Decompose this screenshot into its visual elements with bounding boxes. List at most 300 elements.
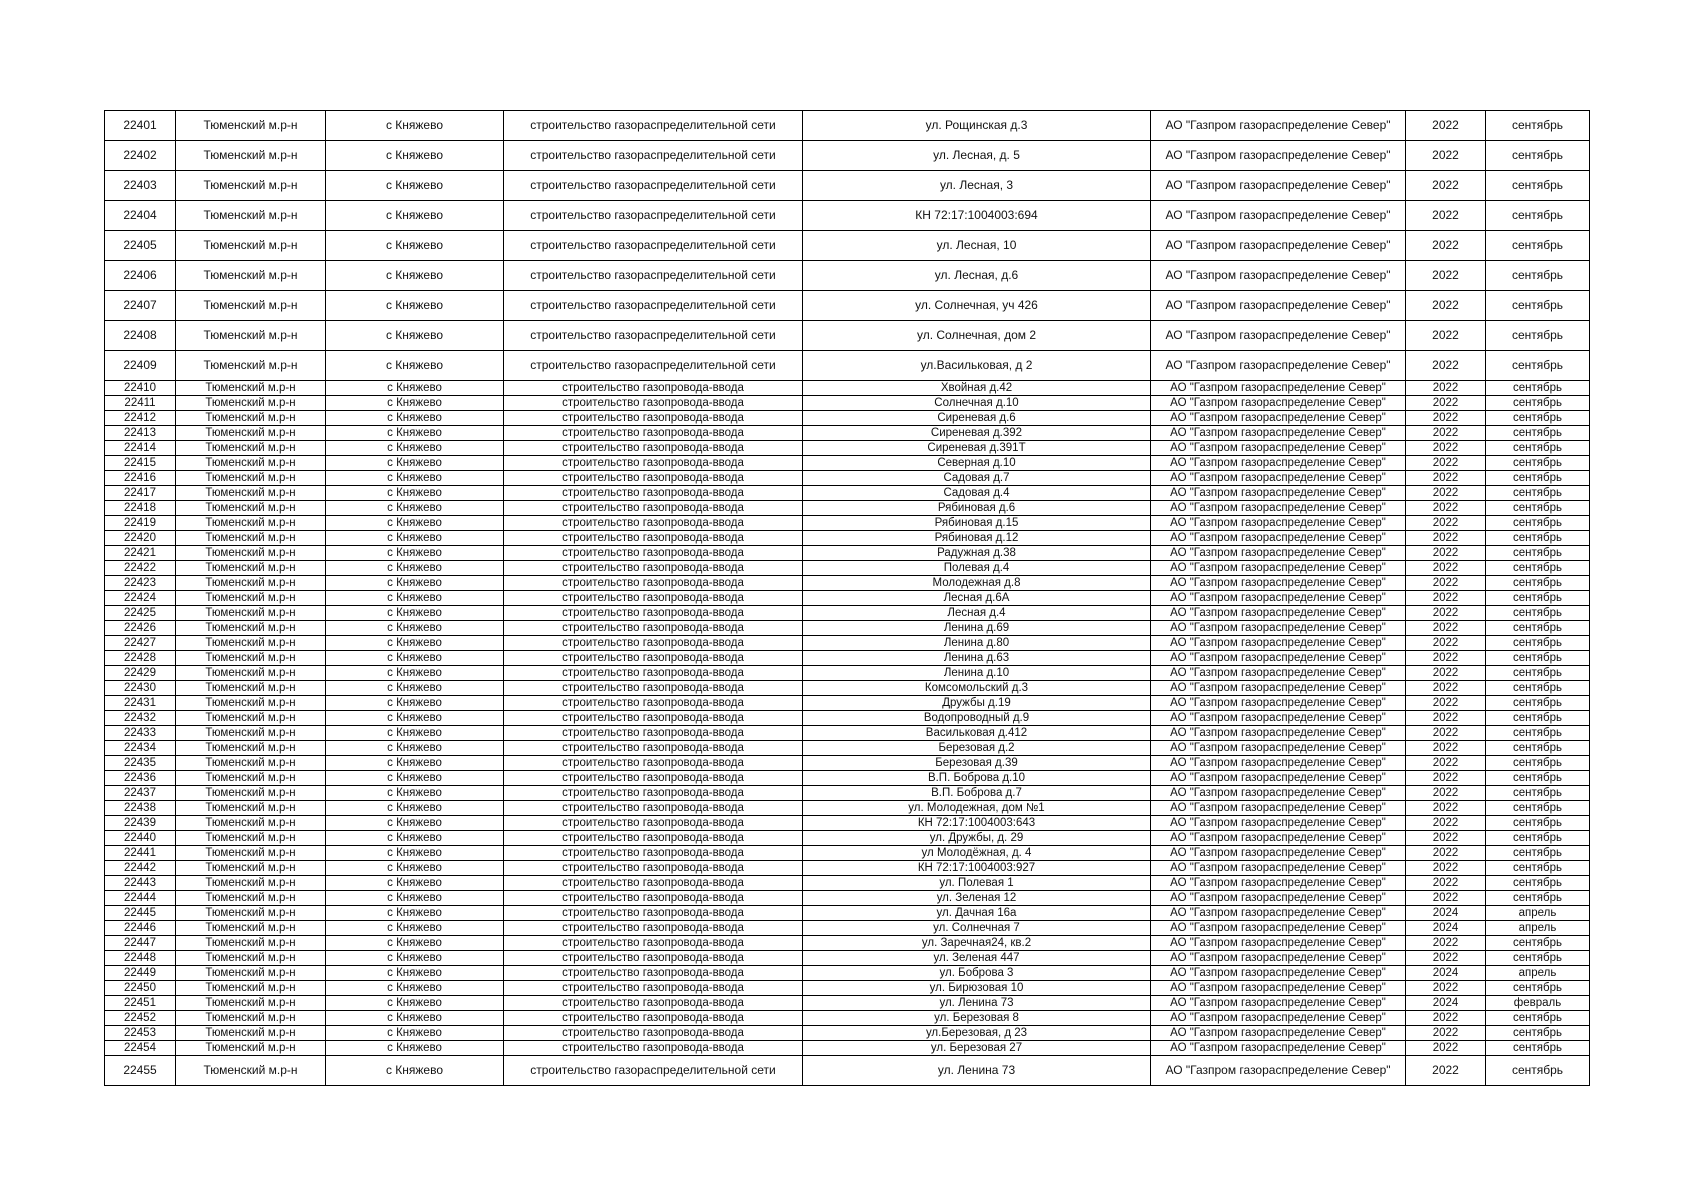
- organization-cell: АО "Газпром газораспределение Север": [1151, 831, 1406, 846]
- row-number-cell: 22451: [105, 996, 176, 1011]
- row-number-cell: 22452: [105, 1011, 176, 1026]
- settlement-cell: с Княжево: [326, 756, 504, 771]
- row-number-cell: 22443: [105, 876, 176, 891]
- table-row: [105, 231, 1590, 261]
- organization-cell: АО "Газпром газораспределение Север": [1151, 816, 1406, 831]
- organization-cell: АО "Газпром газораспределение Север": [1151, 801, 1406, 816]
- row-number-cell: 22447: [105, 936, 176, 951]
- month-cell: сентябрь: [1486, 231, 1590, 261]
- organization-cell: АО "Газпром газораспределение Север": [1151, 351, 1406, 381]
- year-cell: 2022: [1406, 396, 1486, 411]
- address-cell: КН 72:17:1004003:927: [803, 861, 1151, 876]
- district-cell: Тюменский м.р-н: [176, 561, 326, 576]
- settlement-cell: с Княжево: [326, 906, 504, 921]
- year-cell: 2022: [1406, 816, 1486, 831]
- district-cell: Тюменский м.р-н: [176, 441, 326, 456]
- address-cell: Садовая д.7: [803, 471, 1151, 486]
- year-cell: 2022: [1406, 831, 1486, 846]
- year-cell: 2024: [1406, 921, 1486, 936]
- organization-cell: АО "Газпром газораспределение Север": [1151, 561, 1406, 576]
- table-row: [105, 876, 1590, 891]
- settlement-cell: с Княжево: [326, 321, 504, 351]
- settlement-cell: с Княжево: [326, 201, 504, 231]
- table-row: [105, 711, 1590, 726]
- address-cell: Рябиновая д.12: [803, 531, 1151, 546]
- work-type-cell: строительство газопровода-ввода: [504, 486, 803, 501]
- work-type-cell: строительство газопровода-ввода: [504, 471, 803, 486]
- settlement-cell: с Княжево: [326, 981, 504, 996]
- settlement-cell: с Княжево: [326, 1026, 504, 1041]
- year-cell: 2022: [1406, 486, 1486, 501]
- year-cell: 2022: [1406, 1026, 1486, 1041]
- address-cell: Васильковая д.412: [803, 726, 1151, 741]
- settlement-cell: с Княжево: [326, 426, 504, 441]
- month-cell: сентябрь: [1486, 516, 1590, 531]
- district-cell: Тюменский м.р-н: [176, 921, 326, 936]
- table-row: [105, 741, 1590, 756]
- row-number-cell: 22420: [105, 531, 176, 546]
- gasification-register-table: [104, 110, 1590, 1086]
- settlement-cell: с Княжево: [326, 816, 504, 831]
- row-number-cell: 22424: [105, 591, 176, 606]
- address-cell: КН 72:17:1004003:694: [803, 201, 1151, 231]
- row-number-cell: 22450: [105, 981, 176, 996]
- row-number-cell: 22445: [105, 906, 176, 921]
- row-number-cell: 22426: [105, 621, 176, 636]
- organization-cell: АО "Газпром газораспределение Север": [1151, 861, 1406, 876]
- work-type-cell: строительство газопровода-ввода: [504, 591, 803, 606]
- row-number-cell: 22417: [105, 486, 176, 501]
- address-cell: ул. Солнечная 7: [803, 921, 1151, 936]
- work-type-cell: строительство газопровода-ввода: [504, 981, 803, 996]
- organization-cell: АО "Газпром газораспределение Север": [1151, 531, 1406, 546]
- work-type-cell: строительство газопровода-ввода: [504, 861, 803, 876]
- table-row: [105, 831, 1590, 846]
- work-type-cell: строительство газопровода-ввода: [504, 576, 803, 591]
- table-row: [105, 381, 1590, 396]
- year-cell: 2022: [1406, 1011, 1486, 1026]
- organization-cell: АО "Газпром газораспределение Север": [1151, 846, 1406, 861]
- row-number-cell: 22440: [105, 831, 176, 846]
- row-number-cell: 22432: [105, 711, 176, 726]
- month-cell: сентябрь: [1486, 291, 1590, 321]
- district-cell: Тюменский м.р-н: [176, 681, 326, 696]
- year-cell: 2022: [1406, 576, 1486, 591]
- organization-cell: АО "Газпром газораспределение Север": [1151, 411, 1406, 426]
- organization-cell: АО "Газпром газораспределение Север": [1151, 471, 1406, 486]
- table-row: [105, 351, 1590, 381]
- settlement-cell: с Княжево: [326, 1041, 504, 1056]
- work-type-cell: строительство газопровода-ввода: [504, 531, 803, 546]
- district-cell: Тюменский м.р-н: [176, 711, 326, 726]
- settlement-cell: с Княжево: [326, 561, 504, 576]
- row-number-cell: 22425: [105, 606, 176, 621]
- row-number-cell: 22411: [105, 396, 176, 411]
- row-number-cell: 22406: [105, 261, 176, 291]
- row-number-cell: 22409: [105, 351, 176, 381]
- row-number-cell: 22446: [105, 921, 176, 936]
- month-cell: сентябрь: [1486, 546, 1590, 561]
- table-row: [105, 201, 1590, 231]
- settlement-cell: с Княжево: [326, 696, 504, 711]
- month-cell: сентябрь: [1486, 771, 1590, 786]
- year-cell: 2022: [1406, 726, 1486, 741]
- month-cell: сентябрь: [1486, 741, 1590, 756]
- month-cell: сентябрь: [1486, 561, 1590, 576]
- work-type-cell: строительство газопровода-ввода: [504, 441, 803, 456]
- month-cell: сентябрь: [1486, 891, 1590, 906]
- settlement-cell: с Княжево: [326, 546, 504, 561]
- year-cell: 2022: [1406, 591, 1486, 606]
- district-cell: Тюменский м.р-н: [176, 516, 326, 531]
- organization-cell: АО "Газпром газораспределение Север": [1151, 426, 1406, 441]
- district-cell: Тюменский м.р-н: [176, 831, 326, 846]
- district-cell: Тюменский м.р-н: [176, 486, 326, 501]
- year-cell: 2022: [1406, 621, 1486, 636]
- settlement-cell: с Княжево: [326, 951, 504, 966]
- row-number-cell: 22422: [105, 561, 176, 576]
- row-number-cell: 22437: [105, 786, 176, 801]
- organization-cell: АО "Газпром газораспределение Север": [1151, 261, 1406, 291]
- table-row: [105, 606, 1590, 621]
- month-cell: апрель: [1486, 921, 1590, 936]
- table-row: [105, 471, 1590, 486]
- table-row: [105, 291, 1590, 321]
- month-cell: сентябрь: [1486, 711, 1590, 726]
- year-cell: 2022: [1406, 471, 1486, 486]
- address-cell: ул Молодёжная, д. 4: [803, 846, 1151, 861]
- settlement-cell: с Княжево: [326, 456, 504, 471]
- settlement-cell: с Княжево: [326, 291, 504, 321]
- table-row: [105, 546, 1590, 561]
- row-number-cell: 22404: [105, 201, 176, 231]
- year-cell: 2022: [1406, 861, 1486, 876]
- settlement-cell: с Княжево: [326, 111, 504, 141]
- table-row: [105, 666, 1590, 681]
- district-cell: Тюменский м.р-н: [176, 1056, 326, 1086]
- row-number-cell: 22441: [105, 846, 176, 861]
- district-cell: Тюменский м.р-н: [176, 531, 326, 546]
- district-cell: Тюменский м.р-н: [176, 951, 326, 966]
- address-cell: ул. Зеленая 12: [803, 891, 1151, 906]
- settlement-cell: с Княжево: [326, 876, 504, 891]
- year-cell: 2022: [1406, 636, 1486, 651]
- address-cell: ул.Березовая, д 23: [803, 1026, 1151, 1041]
- address-cell: Ленина д.69: [803, 621, 1151, 636]
- month-cell: февраль: [1486, 996, 1590, 1011]
- year-cell: 2022: [1406, 561, 1486, 576]
- row-number-cell: 22427: [105, 636, 176, 651]
- district-cell: Тюменский м.р-н: [176, 411, 326, 426]
- year-cell: 2024: [1406, 906, 1486, 921]
- table-row: [105, 651, 1590, 666]
- organization-cell: АО "Газпром газораспределение Север": [1151, 711, 1406, 726]
- work-type-cell: строительство газораспределительной сети: [504, 141, 803, 171]
- table-row: [105, 1011, 1590, 1026]
- district-cell: Тюменский м.р-н: [176, 861, 326, 876]
- district-cell: Тюменский м.р-н: [176, 426, 326, 441]
- work-type-cell: строительство газопровода-ввода: [504, 741, 803, 756]
- month-cell: сентябрь: [1486, 786, 1590, 801]
- year-cell: 2022: [1406, 1056, 1486, 1086]
- year-cell: 2022: [1406, 846, 1486, 861]
- work-type-cell: строительство газораспределительной сети: [504, 321, 803, 351]
- work-type-cell: строительство газопровода-ввода: [504, 561, 803, 576]
- district-cell: Тюменский м.р-н: [176, 396, 326, 411]
- work-type-cell: строительство газопровода-ввода: [504, 516, 803, 531]
- work-type-cell: строительство газопровода-ввода: [504, 681, 803, 696]
- work-type-cell: строительство газораспределительной сети: [504, 261, 803, 291]
- organization-cell: АО "Газпром газораспределение Север": [1151, 1041, 1406, 1056]
- year-cell: 2022: [1406, 741, 1486, 756]
- year-cell: 2022: [1406, 711, 1486, 726]
- organization-cell: АО "Газпром газораспределение Север": [1151, 606, 1406, 621]
- year-cell: 2022: [1406, 516, 1486, 531]
- work-type-cell: строительство газопровода-ввода: [504, 621, 803, 636]
- row-number-cell: 22453: [105, 1026, 176, 1041]
- table-row: [105, 921, 1590, 936]
- settlement-cell: с Княжево: [326, 666, 504, 681]
- address-cell: ул. Солнечная, дом 2: [803, 321, 1151, 351]
- settlement-cell: с Княжево: [326, 396, 504, 411]
- year-cell: 2022: [1406, 1041, 1486, 1056]
- year-cell: 2022: [1406, 936, 1486, 951]
- address-cell: В.П. Боброва д.10: [803, 771, 1151, 786]
- organization-cell: АО "Газпром газораспределение Север": [1151, 906, 1406, 921]
- table-row: [105, 411, 1590, 426]
- year-cell: 2022: [1406, 261, 1486, 291]
- work-type-cell: строительство газопровода-ввода: [504, 546, 803, 561]
- work-type-cell: строительство газопровода-ввода: [504, 906, 803, 921]
- organization-cell: АО "Газпром газораспределение Север": [1151, 951, 1406, 966]
- district-cell: Тюменский м.р-н: [176, 801, 326, 816]
- organization-cell: АО "Газпром газораспределение Север": [1151, 756, 1406, 771]
- address-cell: ул. Дачная 16а: [803, 906, 1151, 921]
- row-number-cell: 22408: [105, 321, 176, 351]
- table-row: [105, 801, 1590, 816]
- table-row: [105, 906, 1590, 921]
- row-number-cell: 22403: [105, 171, 176, 201]
- organization-cell: АО "Газпром газораспределение Север": [1151, 681, 1406, 696]
- month-cell: сентябрь: [1486, 111, 1590, 141]
- month-cell: сентябрь: [1486, 651, 1590, 666]
- address-cell: КН 72:17:1004003:643: [803, 816, 1151, 831]
- organization-cell: АО "Газпром газораспределение Север": [1151, 501, 1406, 516]
- work-type-cell: строительство газораспределительной сети: [504, 291, 803, 321]
- address-cell: ул. Лесная, 3: [803, 171, 1151, 201]
- organization-cell: АО "Газпром газораспределение Север": [1151, 666, 1406, 681]
- district-cell: Тюменский м.р-н: [176, 1026, 326, 1041]
- table-row: [105, 846, 1590, 861]
- settlement-cell: с Княжево: [326, 171, 504, 201]
- work-type-cell: строительство газопровода-ввода: [504, 756, 803, 771]
- organization-cell: АО "Газпром газораспределение Север": [1151, 516, 1406, 531]
- month-cell: сентябрь: [1486, 321, 1590, 351]
- organization-cell: АО "Газпром газораспределение Север": [1151, 591, 1406, 606]
- month-cell: сентябрь: [1486, 1056, 1590, 1086]
- table-row: [105, 171, 1590, 201]
- year-cell: 2022: [1406, 531, 1486, 546]
- year-cell: 2022: [1406, 111, 1486, 141]
- work-type-cell: строительство газопровода-ввода: [504, 966, 803, 981]
- district-cell: Тюменский м.р-н: [176, 381, 326, 396]
- row-number-cell: 22454: [105, 1041, 176, 1056]
- district-cell: Тюменский м.р-н: [176, 741, 326, 756]
- table-row: [105, 591, 1590, 606]
- district-cell: Тюменский м.р-н: [176, 816, 326, 831]
- district-cell: Тюменский м.р-н: [176, 471, 326, 486]
- organization-cell: АО "Газпром газораспределение Север": [1151, 546, 1406, 561]
- district-cell: Тюменский м.р-н: [176, 966, 326, 981]
- table-row: [105, 891, 1590, 906]
- month-cell: сентябрь: [1486, 261, 1590, 291]
- district-cell: Тюменский м.р-н: [176, 696, 326, 711]
- address-cell: ул. Лесная, 10: [803, 231, 1151, 261]
- address-cell: Ленина д.63: [803, 651, 1151, 666]
- settlement-cell: с Княжево: [326, 966, 504, 981]
- work-type-cell: строительство газопровода-ввода: [504, 951, 803, 966]
- month-cell: сентябрь: [1486, 951, 1590, 966]
- address-cell: ул. Березовая 27: [803, 1041, 1151, 1056]
- settlement-cell: с Княжево: [326, 996, 504, 1011]
- organization-cell: АО "Газпром газораспределение Север": [1151, 981, 1406, 996]
- row-number-cell: 22415: [105, 456, 176, 471]
- district-cell: Тюменский м.р-н: [176, 591, 326, 606]
- month-cell: сентябрь: [1486, 1011, 1590, 1026]
- year-cell: 2022: [1406, 786, 1486, 801]
- year-cell: 2022: [1406, 666, 1486, 681]
- year-cell: 2022: [1406, 456, 1486, 471]
- address-cell: Хвойная д.42: [803, 381, 1151, 396]
- address-cell: Молодежная д.8: [803, 576, 1151, 591]
- district-cell: Тюменский м.р-н: [176, 786, 326, 801]
- row-number-cell: 22442: [105, 861, 176, 876]
- work-type-cell: строительство газопровода-ввода: [504, 876, 803, 891]
- settlement-cell: с Княжево: [326, 261, 504, 291]
- settlement-cell: с Княжево: [326, 381, 504, 396]
- work-type-cell: строительство газопровода-ввода: [504, 786, 803, 801]
- organization-cell: АО "Газпром газораспределение Север": [1151, 381, 1406, 396]
- row-number-cell: 22448: [105, 951, 176, 966]
- month-cell: сентябрь: [1486, 591, 1590, 606]
- table-row: [105, 756, 1590, 771]
- settlement-cell: с Княжево: [326, 1011, 504, 1026]
- district-cell: Тюменский м.р-н: [176, 141, 326, 171]
- settlement-cell: с Княжево: [326, 486, 504, 501]
- row-number-cell: 22412: [105, 411, 176, 426]
- district-cell: Тюменский м.р-н: [176, 906, 326, 921]
- organization-cell: АО "Газпром газораспределение Север": [1151, 726, 1406, 741]
- address-cell: ул.Васильковая, д 2: [803, 351, 1151, 381]
- month-cell: сентябрь: [1486, 426, 1590, 441]
- year-cell: 2022: [1406, 696, 1486, 711]
- table-row: [105, 726, 1590, 741]
- month-cell: сентябрь: [1486, 1041, 1590, 1056]
- settlement-cell: с Княжево: [326, 801, 504, 816]
- month-cell: сентябрь: [1486, 471, 1590, 486]
- address-cell: ул. Ленина 73: [803, 996, 1151, 1011]
- district-cell: Тюменский м.р-н: [176, 771, 326, 786]
- row-number-cell: 22439: [105, 816, 176, 831]
- table-row: [105, 426, 1590, 441]
- district-cell: Тюменский м.р-н: [176, 171, 326, 201]
- organization-cell: АО "Газпром газораспределение Север": [1151, 771, 1406, 786]
- row-number-cell: 22435: [105, 756, 176, 771]
- row-number-cell: 22405: [105, 231, 176, 261]
- row-number-cell: 22455: [105, 1056, 176, 1086]
- work-type-cell: строительство газопровода-ввода: [504, 606, 803, 621]
- year-cell: 2022: [1406, 951, 1486, 966]
- row-number-cell: 22413: [105, 426, 176, 441]
- month-cell: сентябрь: [1486, 681, 1590, 696]
- row-number-cell: 22428: [105, 651, 176, 666]
- row-number-cell: 22410: [105, 381, 176, 396]
- month-cell: сентябрь: [1486, 636, 1590, 651]
- settlement-cell: с Княжево: [326, 936, 504, 951]
- settlement-cell: с Княжево: [326, 861, 504, 876]
- work-type-cell: строительство газопровода-ввода: [504, 936, 803, 951]
- settlement-cell: с Княжево: [326, 576, 504, 591]
- organization-cell: АО "Газпром газораспределение Север": [1151, 996, 1406, 1011]
- month-cell: сентябрь: [1486, 171, 1590, 201]
- address-cell: Комсомольский д.3: [803, 681, 1151, 696]
- work-type-cell: строительство газораспределительной сети: [504, 171, 803, 201]
- row-number-cell: 22434: [105, 741, 176, 756]
- address-cell: Лесная д.4: [803, 606, 1151, 621]
- table-row: [105, 111, 1590, 141]
- month-cell: апрель: [1486, 906, 1590, 921]
- year-cell: 2024: [1406, 966, 1486, 981]
- table-row: [105, 1056, 1590, 1086]
- table-row: [105, 516, 1590, 531]
- year-cell: 2022: [1406, 501, 1486, 516]
- month-cell: сентябрь: [1486, 486, 1590, 501]
- district-cell: Тюменский м.р-н: [176, 666, 326, 681]
- row-number-cell: 22416: [105, 471, 176, 486]
- settlement-cell: с Княжево: [326, 606, 504, 621]
- work-type-cell: строительство газопровода-ввода: [504, 891, 803, 906]
- organization-cell: АО "Газпром газораспределение Север": [1151, 141, 1406, 171]
- organization-cell: АО "Газпром газораспределение Север": [1151, 441, 1406, 456]
- settlement-cell: с Княжево: [326, 441, 504, 456]
- settlement-cell: с Княжево: [326, 636, 504, 651]
- address-cell: В.П. Боброва д.7: [803, 786, 1151, 801]
- address-cell: ул. Лесная, д. 5: [803, 141, 1151, 171]
- organization-cell: АО "Газпром газораспределение Север": [1151, 636, 1406, 651]
- year-cell: 2022: [1406, 546, 1486, 561]
- year-cell: 2022: [1406, 771, 1486, 786]
- work-type-cell: строительство газопровода-ввода: [504, 696, 803, 711]
- row-number-cell: 22436: [105, 771, 176, 786]
- table-row: [105, 996, 1590, 1011]
- organization-cell: АО "Газпром газораспределение Север": [1151, 396, 1406, 411]
- row-number-cell: 22421: [105, 546, 176, 561]
- year-cell: 2022: [1406, 981, 1486, 996]
- address-cell: Ленина д.80: [803, 636, 1151, 651]
- table-row: [105, 486, 1590, 501]
- row-number-cell: 22407: [105, 291, 176, 321]
- work-type-cell: строительство газопровода-ввода: [504, 456, 803, 471]
- address-cell: Водопроводный д.9: [803, 711, 1151, 726]
- table-row: [105, 636, 1590, 651]
- row-number-cell: 22438: [105, 801, 176, 816]
- settlement-cell: с Княжево: [326, 831, 504, 846]
- work-type-cell: строительство газопровода-ввода: [504, 501, 803, 516]
- address-cell: Садовая д.4: [803, 486, 1151, 501]
- month-cell: апрель: [1486, 966, 1590, 981]
- table-row: [105, 966, 1590, 981]
- table-row: [105, 531, 1590, 546]
